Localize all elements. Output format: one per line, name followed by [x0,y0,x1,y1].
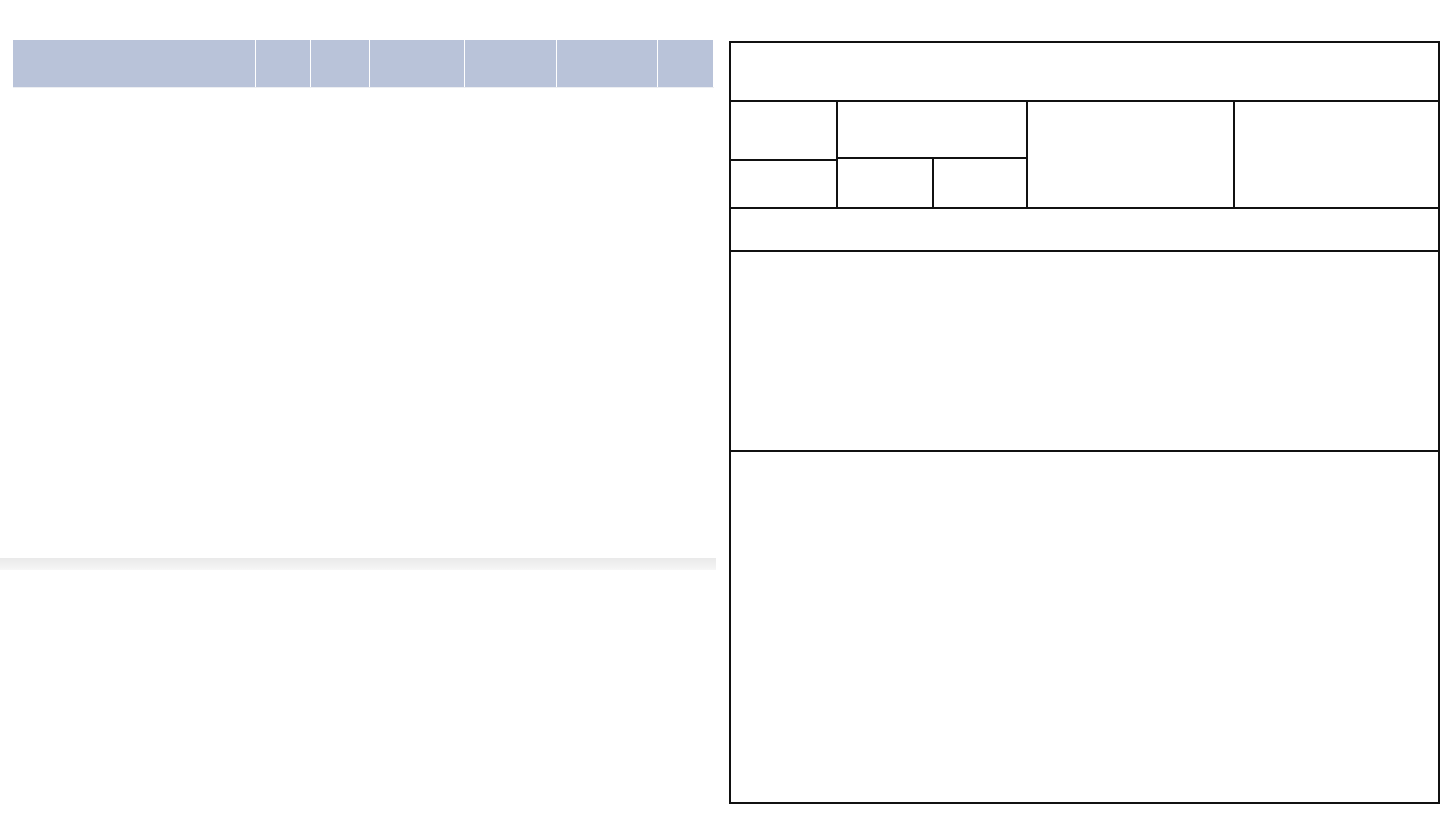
header-category [13,40,255,88]
header-difference [556,40,657,88]
section-brighton [731,393,1438,452]
table2-header [731,102,1438,209]
header-vaccine [255,40,310,88]
header-events [838,102,1028,159]
header-placebo [310,40,369,88]
header-risk-ratio [1235,102,1440,207]
table4-top [13,40,714,88]
header-trial [731,159,838,207]
table2-title-row [731,43,1438,102]
section-aesi [731,209,1438,252]
header-placebo-events [464,40,556,88]
header-vaccine [838,159,934,207]
page-break-band [0,558,716,570]
supplemental-table-2 [729,41,1440,804]
header-risk-difference [1028,102,1235,207]
table4-header-row [13,40,713,88]
header-vaccine-events [369,40,464,88]
header-placebo [934,159,1028,207]
header-risk-ratio [657,40,713,88]
